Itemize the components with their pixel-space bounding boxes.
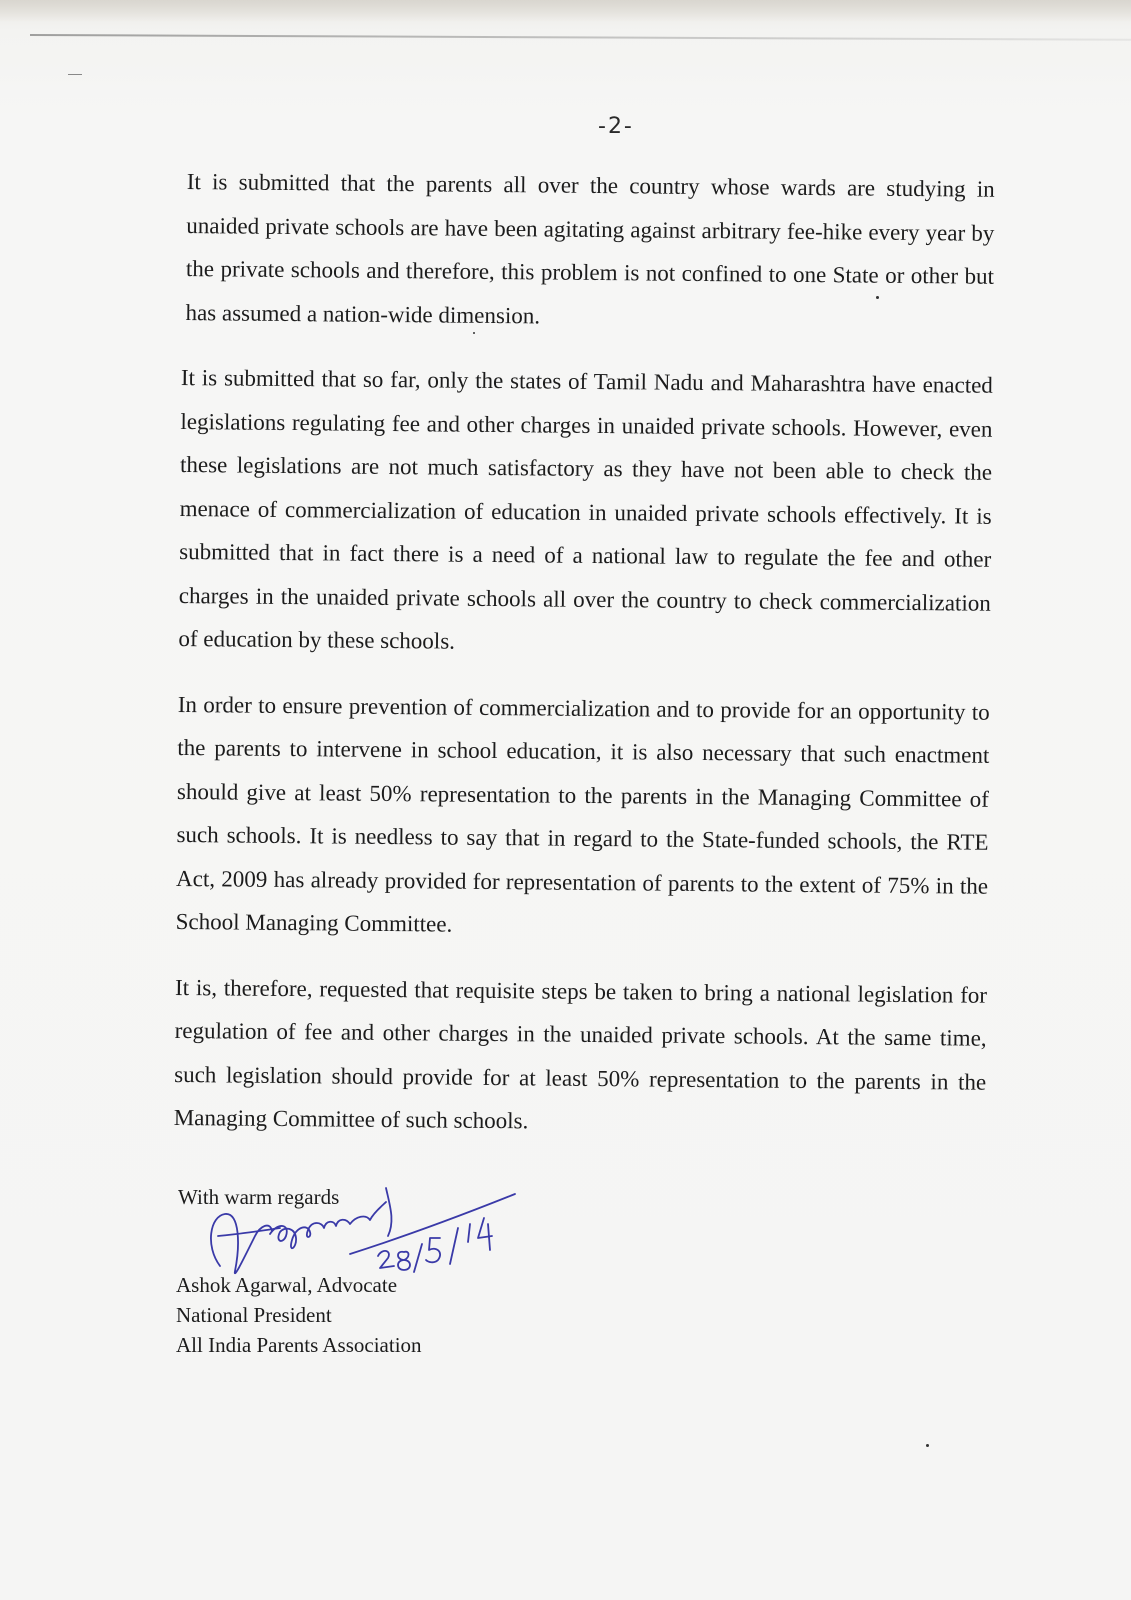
scan-edge-line: [30, 34, 1131, 41]
signature-date-stroke: [468, 1224, 470, 1242]
page-number: -2-: [598, 114, 634, 139]
signature-date-stroke: [398, 1252, 410, 1270]
signature-date-stroke: [488, 1224, 490, 1250]
scan-speck: [926, 1444, 929, 1447]
signatory-name: Ashok Agarwal, Advocate: [176, 1273, 398, 1297]
signatory-title: National President: [176, 1303, 332, 1327]
signature-date-stroke: [414, 1244, 422, 1272]
signature-date-stroke: [478, 1218, 492, 1238]
paragraph-2: It is submitted that so far, only the states of Tamil Nadu and Maharashtra have enacted legislations regulating fee and other charges in unaided private schools. However, even these legislations are not much satisfactory as they have not been able to check the menace of commercialization of education in unaided private schools effectively. It is submitted that in fact there is a need of a national law to regulate the fee and other charges in the unaided private schools all over the country to check commercialization of education by these schools.: [178, 364, 993, 654]
paragraph-4: It is, therefore, requested that requisite steps be taken to bring a national legislation for regulation of fee and other charges in the unaided private schools. At the same time, such legislation should provide for at least 50% representation to the parents in the Managing Committee of such schools.: [173, 974, 988, 1134]
regards-line: With warm regards: [178, 1185, 340, 1209]
scan-speck: [876, 296, 879, 299]
letter-body: [173, 160, 995, 1169]
signature-stroke: [211, 1214, 272, 1273]
paragraph-1: It is submitted that the parents all over the country whose wards are studying in unaided private schools are have been agitating against arbitrary fee-hike every year by the private schools and therefore, this problem is not confined to one State or other but has assumed a nation-wide dimension.: [185, 169, 995, 328]
scan-speck: [68, 74, 82, 75]
signatory-organization: All India Parents Association: [176, 1333, 422, 1357]
paragraph-3: In order to ensure prevention of commercialization and to provide for an opportunity to the parents to intervene in school education, it is also necessary that such enactment should give at least 50% representation to the parents in the Managing Committee of such schools. It is needless to say that in regard to the State-funded schools, the RTE Act, 2009 has already provided for representation of parents to the extent of 75% in the School Managing Committee.: [175, 691, 990, 937]
scan-shadow: [0, 0, 1131, 22]
signature-stroke: [386, 1188, 392, 1236]
signature-stroke: [270, 1202, 386, 1248]
signature-date-stroke: [450, 1228, 458, 1264]
handwritten-signature: [200, 1176, 540, 1306]
scan-speck: [473, 332, 475, 334]
signature-date-stroke: [378, 1251, 394, 1268]
signature-date-stroke: [426, 1238, 440, 1262]
